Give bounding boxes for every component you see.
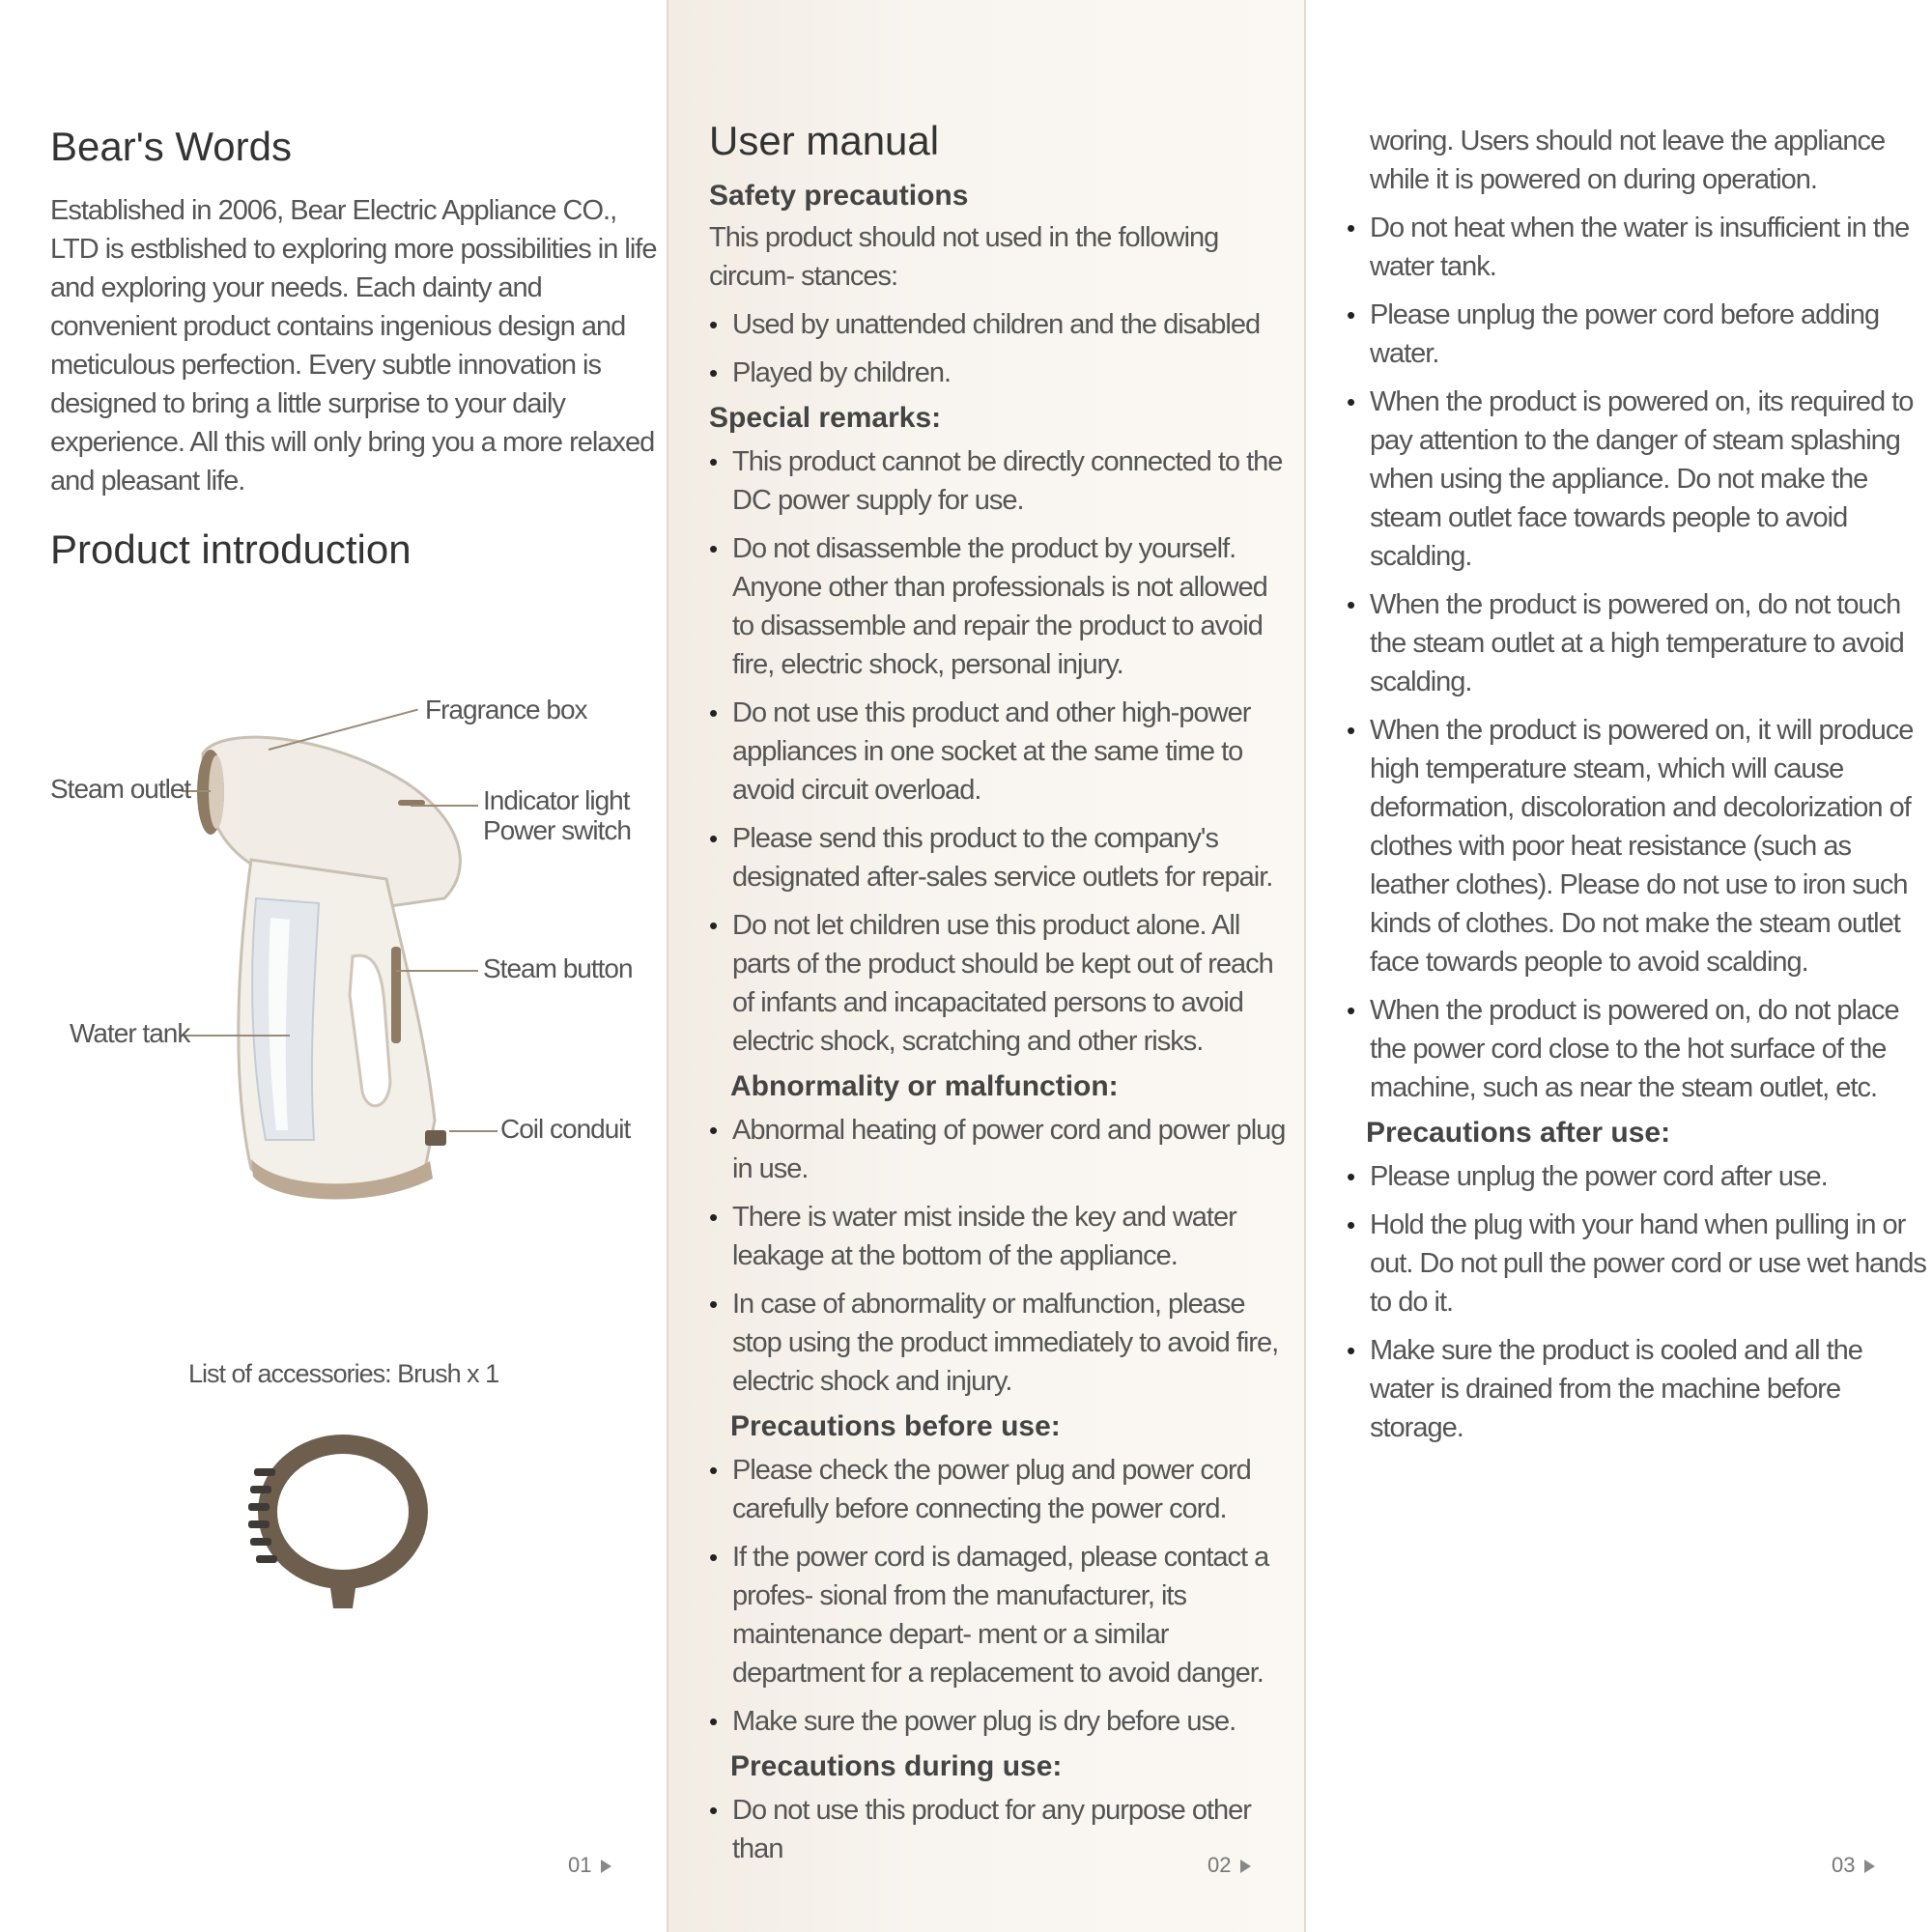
special-remarks-heading: Special remarks: (709, 402, 942, 434)
list-item: • Please check the power plug and power cord carefully before connecting the power cord. (709, 1451, 1289, 1528)
page-3-content (1347, 122, 1926, 1457)
label-power-switch: Power switch (483, 815, 631, 845)
page-number-1 (568, 1853, 611, 1878)
before-use-list (709, 1451, 1289, 1741)
abnormality-heading: Abnormality or malfunction: (730, 1070, 1119, 1102)
continued-text: woring. Users should not leave the appliance while it is powered on during operation. (1370, 126, 1886, 195)
user-manual-heading: User manual (709, 118, 940, 163)
list-item: • Please unplug the power cord after use. (1347, 1157, 1926, 1196)
before-use-heading: Precautions before use: (730, 1410, 1061, 1442)
indicator-leader-line (411, 805, 478, 807)
list-item: • This product cannot be directly connected to the DC power supply for use. (709, 442, 1289, 520)
list-item: • There is water mist inside the key and water leakage at the bottom of the appliance. (709, 1198, 1289, 1275)
label-steam-button: Steam button (483, 953, 633, 983)
list-item: • Used by unattended children and the disabled (709, 305, 1289, 344)
page-1 (0, 0, 667, 1932)
list-item: • Do not use this product for any purpose other than (709, 1791, 1289, 1868)
next-arrow-icon (1240, 1860, 1251, 1873)
page-number-3-text: 03 (1832, 1853, 1856, 1877)
during-use-list (709, 1791, 1289, 1868)
after-use-heading: Precautions after use: (1366, 1117, 1671, 1149)
abnormality-list (709, 1111, 1289, 1401)
list-item: • Hold the plug with your hand when pulling in or out. Do not pull the power cord or use wet hands to do it. (1347, 1206, 1926, 1321)
label-indicator-light: Indicator light (483, 785, 630, 815)
water-tank-leader-line (184, 1035, 290, 1037)
safety-precautions-heading: Safety precautions (709, 180, 969, 212)
list-item: • When the product is powered on, do not place the power cord close to the hot surface of the machine, such as near the steam outlet, etc. (1347, 991, 1926, 1107)
list-item: • Make sure the power plug is dry before use. (709, 1702, 1289, 1741)
coil-leader-line (449, 1130, 497, 1132)
steam-button-leader-line (396, 970, 478, 972)
list-item: • Please unplug the power cord before adding water. (1347, 296, 1926, 373)
list-item: • In case of abnormality or malfunction, please stop using the product immediately to avoid fire, electric shock and injury. (709, 1285, 1289, 1401)
label-steam-outlet: Steam outlet (50, 774, 191, 804)
during-use-heading: Precautions during use: (730, 1750, 1063, 1782)
list-item: • Do not let children use this product alone. All parts of the product should be kept out of reach of infants and incapacitated persons to avoid electric shock, scratching and other risks. (709, 906, 1289, 1061)
page-3 (1306, 0, 1932, 1932)
next-arrow-icon (1864, 1860, 1875, 1873)
page-2-content (709, 118, 1289, 1878)
page-number-3 (1832, 1853, 1875, 1878)
safety-list (709, 305, 1289, 392)
list-item: • Do not use this product and other high-power appliances in one socket at the same time to avoid circuit overload. (709, 694, 1289, 810)
list-item: • Do not heat when the water is insufficient in the water tank. (1347, 209, 1926, 286)
next-arrow-icon (601, 1860, 611, 1873)
page-number-1-text: 01 (568, 1853, 592, 1877)
list-item: • If the power cord is damaged, please contact a profes- sional from the manufacturer, its maintenance depart- ment or a similar department for a replacement to avoid danger. (709, 1538, 1289, 1692)
label-fragrance-box: Fragrance box (425, 695, 587, 724)
page-number-2-text: 02 (1208, 1853, 1232, 1877)
after-use-list (1347, 1157, 1926, 1447)
during-use-list-continued (1347, 209, 1926, 1107)
page-2 (667, 0, 1306, 1932)
bears-words-body: Established in 2006, Bear Electric Appliance CO., LTD is estblished to exploring more possibilities in life and exploring your needs. Each dainty and convenient product contains ingenious design and meticulous perfection. Every subtle innovation is designed to bring a little surprise to your daily experience. All this will only bring you a more relaxed and pleasant life. (50, 195, 657, 497)
product-intro-heading: Product introduction (50, 526, 412, 572)
list-item: • When the product is powered on, do not touch the steam outlet at a high temperature to avoid scalding. (1347, 585, 1926, 701)
list-item: • Do not disassemble the product by yourself. Anyone other than professionals is not allowed to disassemble and repair the product to avoid fire, electric shock, personal injury. (709, 529, 1289, 684)
page-number-2 (1208, 1853, 1251, 1878)
label-water-tank: Water tank (70, 1018, 190, 1048)
list-item: • When the product is powered on, it will produce high temperature steam, which will cause deformation, discoloration and decolorization of clothes with poor heat resistance (such as leather clothes). Please do not use to iron such kinds of clothes. Do not make the steam outlet face towards people to avoid scalding. (1347, 711, 1926, 981)
bears-words-heading: Bear's Words (50, 124, 292, 169)
accessories-caption: List of accessories: Brush x 1 (188, 1359, 499, 1388)
safety-intro: This product should not used in the following circum- stances: (709, 222, 1219, 292)
label-coil-conduit: Coil conduit (500, 1114, 631, 1144)
list-item: • Played by children. (709, 354, 1289, 392)
list-item: • Abnormal heating of power cord and power plug in use. (709, 1111, 1289, 1188)
list-item: • Make sure the product is cooled and all the water is drained from the machine before storage. (1347, 1331, 1926, 1447)
list-item: • When the product is powered on, its required to pay attention to the danger of steam splashing when using the appliance. Do not make the steam outlet face towards people to avoid scalding. (1347, 383, 1926, 576)
special-remarks-list (709, 442, 1289, 1061)
list-item: • Please send this product to the company's designated after-sales service outlets for repair. (709, 819, 1289, 896)
garment-steamer-image (184, 715, 493, 1217)
brush-accessory-image (246, 1430, 440, 1613)
